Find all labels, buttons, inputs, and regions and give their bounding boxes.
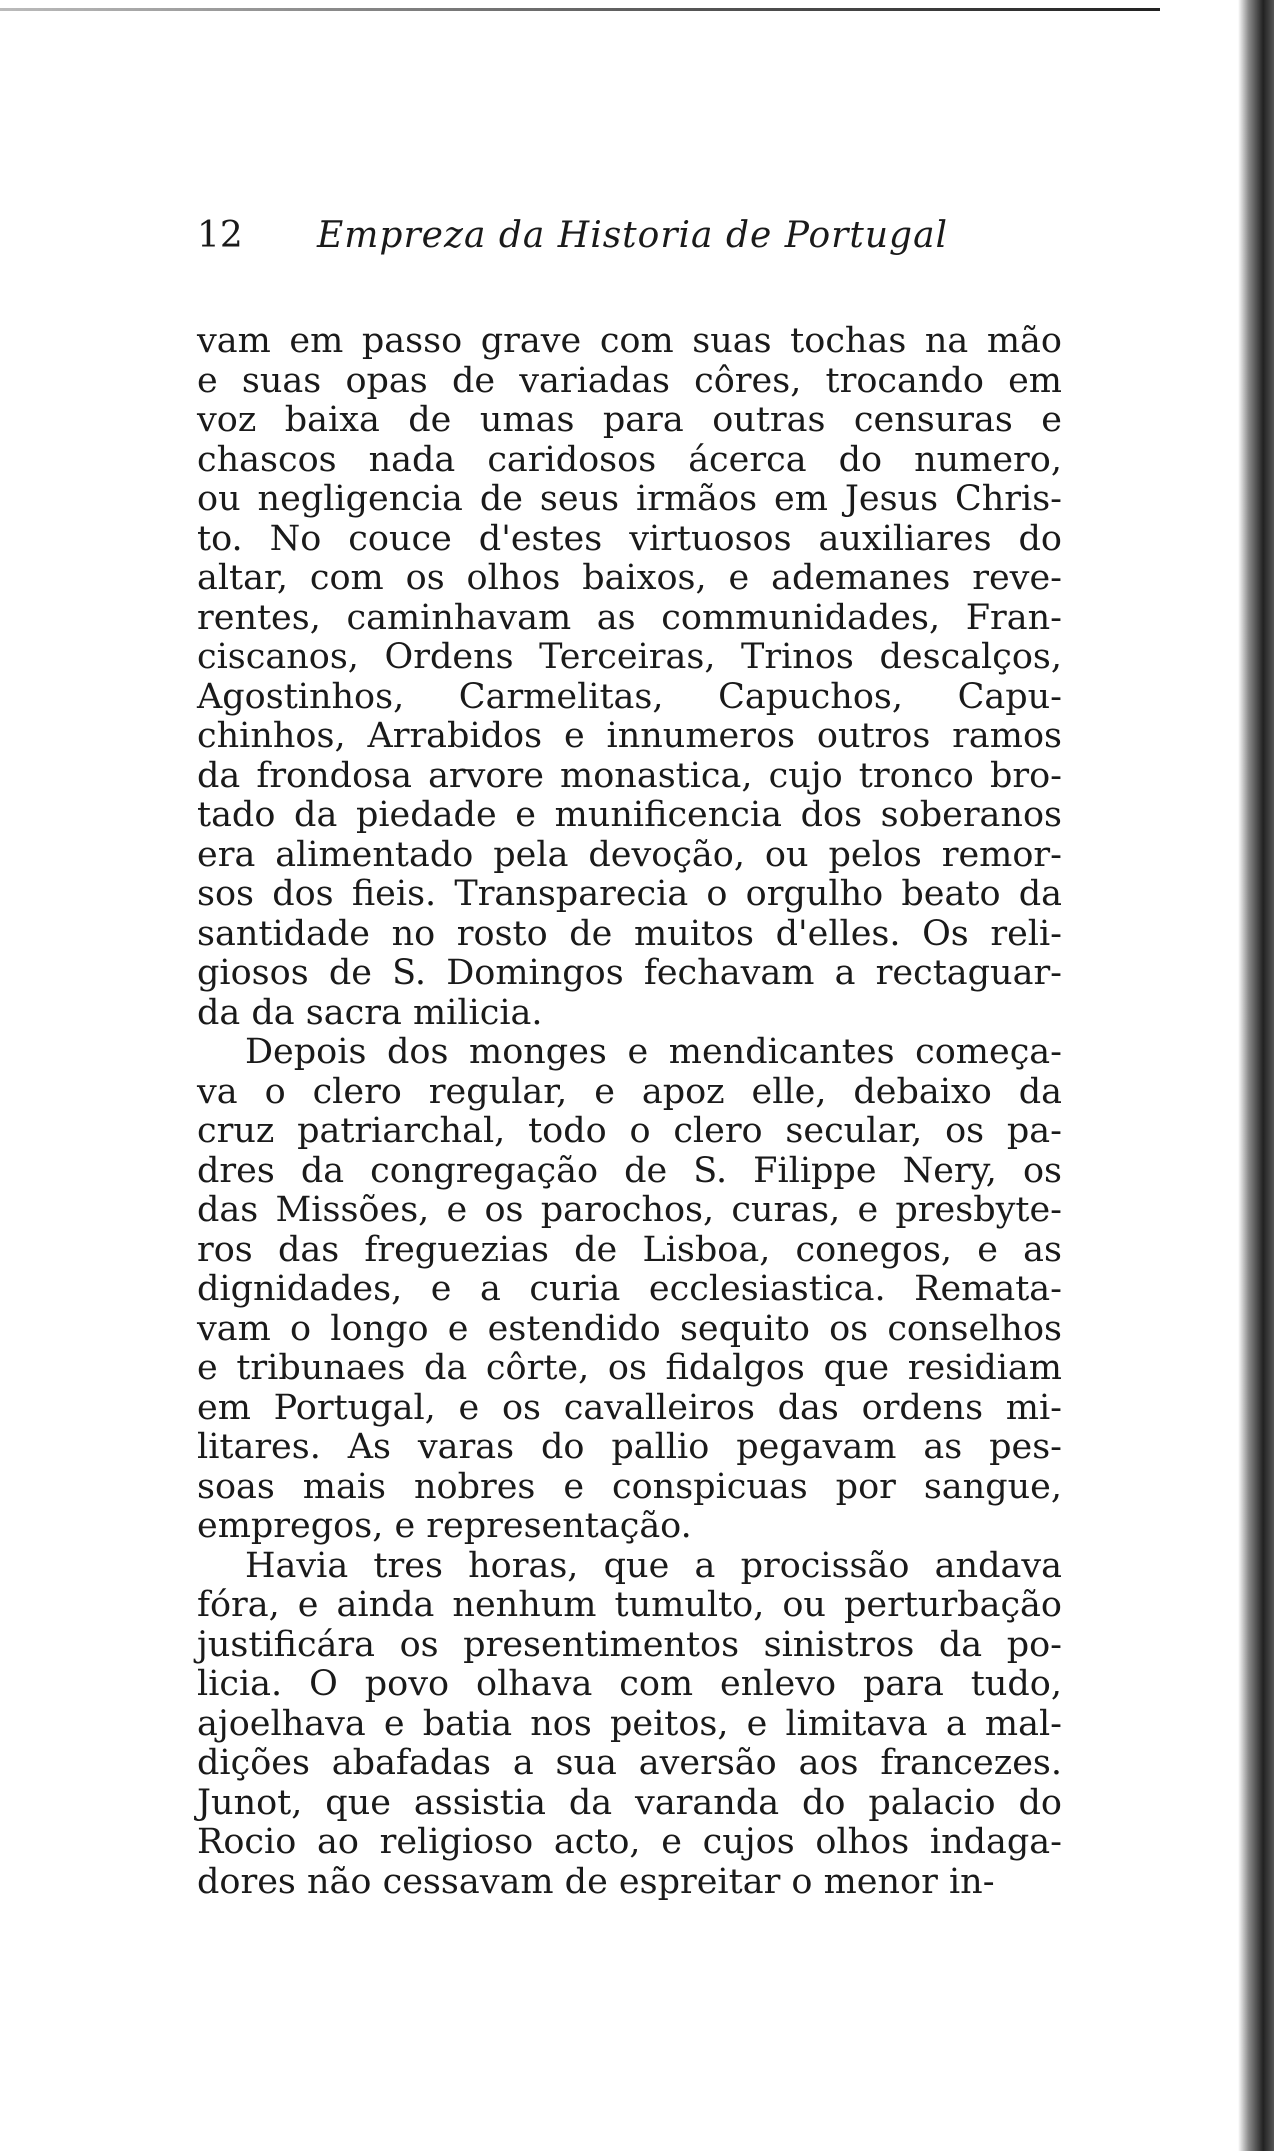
paragraph <box>197 1033 1062 1547</box>
text-line: ros das freguezias de Lisboa, conegos, e as <box>197 1229 1062 1270</box>
text-line: Junot, que assistia da varanda do palacio do <box>197 1782 1062 1823</box>
text-line: santidade no rosto de muitos d'elles. Os reli- <box>197 913 1062 954</box>
text-line: empregos, e representação. <box>197 1506 692 1546</box>
text-line: da frondosa arvore monastica, cujo tronco bro- <box>197 755 1062 796</box>
paragraph <box>197 1547 1062 1903</box>
text-line: voz baixa de umas para outras censuras e <box>197 400 1062 440</box>
text-line: e suas opas de variadas côres, trocando em <box>197 360 1062 401</box>
text-line: vam em passo grave com suas tochas na mão <box>197 321 1062 361</box>
text-line: e tribunaes da côrte, os fidalgos que residiam <box>197 1348 1062 1388</box>
text-line: va o clero regular, e apoz elle, debaixo da <box>197 1071 1062 1112</box>
text-line: vam o longo e estendido sequito os conselhos <box>197 1308 1062 1349</box>
text-line: Rocio ao religioso acto, e cujos olhos indaga- <box>197 1822 1062 1862</box>
text-line: ou negligencia de seus irmãos em Jesus Chris- <box>197 479 1062 519</box>
text-line: justificára os presentimentos sinistros da po- <box>197 1624 1062 1665</box>
text-line: sos dos fieis. Transparecia o orgulho beato da <box>197 874 1062 914</box>
text-line: dições abafadas a sua aversão aos francezes. <box>197 1743 1062 1783</box>
paragraph <box>197 322 1062 1033</box>
text-line: chascos nada caridosos ácerca do numero, <box>197 439 1062 480</box>
page-header <box>197 215 967 265</box>
text-line: dores não cessavam de espreitar o menor in- <box>197 1861 995 1902</box>
text-line: Depois dos monges e mendicantes começa- <box>245 1032 1062 1072</box>
text-line: licia. O povo olhava com enlevo para tudo, <box>197 1664 1062 1704</box>
text-line: da da sacra milicia. <box>197 992 543 1033</box>
text-line: altar, com os olhos baixos, e ademanes reve- <box>197 558 1062 598</box>
text-line: tado da piedade e munificencia dos soberanos <box>197 795 1062 835</box>
text-line: dignidades, e a curia ecclesiastica. Remata- <box>197 1269 1062 1309</box>
text-line: giosos de S. Domingos fechavam a rectaguar- <box>197 953 1062 993</box>
text-line: fóra, e ainda nenhum tumulto, ou perturbação <box>197 1585 1062 1625</box>
book-spine-shadow <box>1238 0 1274 2151</box>
running-title: Empreza da Historia de Portugal <box>317 215 949 256</box>
text-line: ciscanos, Ordens Terceiras, Trinos descalços, <box>197 637 1062 677</box>
page-number: 12 <box>197 215 243 256</box>
text-line: em Portugal, e os cavalleiros das ordens mi- <box>197 1387 1062 1428</box>
text-line: era alimentado pela devoção, ou pelos remor- <box>197 834 1062 875</box>
text-line: chinhos, Arrabidos e innumeros outros ramos <box>197 716 1062 756</box>
text-line: litares. As varas do pallio pegavam as pes- <box>197 1427 1062 1467</box>
text-line: soas mais nobres e conspicuas por sangue, <box>197 1466 1062 1507</box>
text-line: das Missões, e os parochos, curas, e presbyte- <box>197 1190 1062 1230</box>
text-line: dres da congregação de S. Filippe Nery, os <box>197 1150 1062 1191</box>
text-line: ajoelhava e batia nos peitos, e limitava a mal- <box>197 1703 1062 1744</box>
page-body <box>197 322 1062 1902</box>
top-edge-rule <box>0 8 1160 11</box>
text-line: Havia tres horas, que a procissão andava <box>245 1545 1062 1586</box>
text-line: to. No couce d'estes virtuosos auxiliares do <box>197 518 1062 559</box>
text-line: Agostinhos, Carmelitas, Capuchos, Capu- <box>197 676 1062 717</box>
text-line: cruz patriarchal, todo o clero secular, os pa- <box>197 1111 1062 1151</box>
text-line: rentes, caminhavam as communidades, Fran- <box>197 597 1062 638</box>
